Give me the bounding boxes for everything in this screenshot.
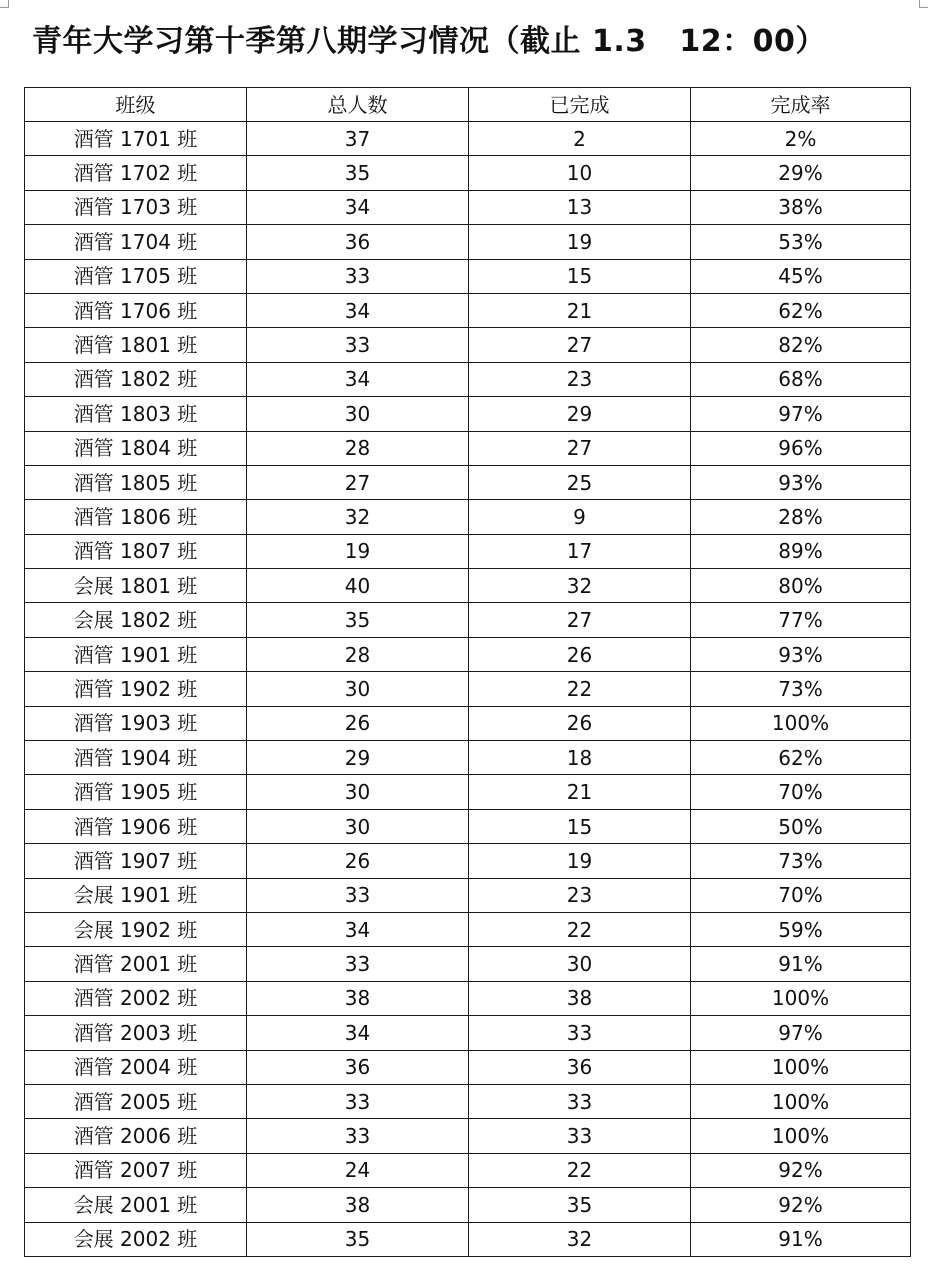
completed-count-cell: 2	[469, 122, 691, 156]
total-count-cell: 37	[247, 122, 469, 156]
page-corner-mark-left	[0, 0, 9, 8]
completed-count-cell: 27	[469, 603, 691, 637]
completed-count-cell: 10	[469, 156, 691, 190]
total-count-cell: 34	[247, 362, 469, 396]
total-count-cell: 26	[247, 844, 469, 878]
completion-rate-cell: 92%	[691, 1188, 911, 1222]
total-count-cell: 36	[247, 225, 469, 259]
completion-rate-cell: 97%	[691, 397, 911, 431]
completed-count-cell: 18	[469, 741, 691, 775]
completion-rate-cell: 93%	[691, 465, 911, 499]
class-name-cell: 酒管 1903 班	[25, 706, 247, 740]
total-count-cell: 35	[247, 603, 469, 637]
total-count-cell: 36	[247, 1050, 469, 1084]
class-name-cell: 酒管 1805 班	[25, 465, 247, 499]
completion-rate-cell: 68%	[691, 362, 911, 396]
total-count-cell: 26	[247, 706, 469, 740]
class-name-cell: 酒管 2001 班	[25, 947, 247, 981]
completion-rate-cell: 93%	[691, 637, 911, 671]
class-name-cell: 酒管 1907 班	[25, 844, 247, 878]
completion-rate-cell: 28%	[691, 500, 911, 534]
completed-count-cell: 15	[469, 809, 691, 843]
completed-count-cell: 30	[469, 947, 691, 981]
class-name-cell: 酒管 1905 班	[25, 775, 247, 809]
total-count-cell: 34	[247, 1016, 469, 1050]
table-row	[25, 225, 911, 259]
total-count-cell: 33	[247, 1084, 469, 1118]
header-completion-rate: 完成率	[691, 88, 911, 122]
completion-rate-cell: 100%	[691, 1050, 911, 1084]
table-row	[25, 1188, 911, 1222]
completion-rate-cell: 97%	[691, 1016, 911, 1050]
table-row	[25, 672, 911, 706]
table-row	[25, 293, 911, 327]
class-name-cell: 酒管 2007 班	[25, 1153, 247, 1187]
completion-rate-cell: 38%	[691, 190, 911, 224]
table-header-row	[25, 88, 911, 122]
completion-rate-cell: 91%	[691, 947, 911, 981]
completed-count-cell: 32	[469, 1222, 691, 1256]
completion-rate-cell: 80%	[691, 569, 911, 603]
total-count-cell: 33	[247, 1119, 469, 1153]
total-count-cell: 34	[247, 190, 469, 224]
total-count-cell: 28	[247, 637, 469, 671]
class-name-cell: 会展 2002 班	[25, 1222, 247, 1256]
completed-count-cell: 19	[469, 844, 691, 878]
total-count-cell: 30	[247, 809, 469, 843]
completion-rate-cell: 62%	[691, 293, 911, 327]
total-count-cell: 34	[247, 912, 469, 946]
class-name-cell: 会展 2001 班	[25, 1188, 247, 1222]
header-total: 总人数	[247, 88, 469, 122]
completed-count-cell: 35	[469, 1188, 691, 1222]
class-name-cell: 酒管 1807 班	[25, 534, 247, 568]
table-row	[25, 190, 911, 224]
total-count-cell: 33	[247, 947, 469, 981]
total-count-cell: 33	[247, 878, 469, 912]
class-name-cell: 酒管 1906 班	[25, 809, 247, 843]
completed-count-cell: 22	[469, 912, 691, 946]
total-count-cell: 30	[247, 397, 469, 431]
table-row	[25, 637, 911, 671]
completion-rate-cell: 92%	[691, 1153, 911, 1187]
total-count-cell: 19	[247, 534, 469, 568]
completed-count-cell: 25	[469, 465, 691, 499]
table-row	[25, 362, 911, 396]
total-count-cell: 29	[247, 741, 469, 775]
completion-rate-cell: 59%	[691, 912, 911, 946]
completion-rate-cell: 100%	[691, 1084, 911, 1118]
total-count-cell: 40	[247, 569, 469, 603]
completion-rate-cell: 73%	[691, 844, 911, 878]
table-row	[25, 1153, 911, 1187]
completed-count-cell: 9	[469, 500, 691, 534]
completion-rate-cell: 82%	[691, 328, 911, 362]
completed-count-cell: 17	[469, 534, 691, 568]
class-name-cell: 酒管 1801 班	[25, 328, 247, 362]
completion-rate-cell: 53%	[691, 225, 911, 259]
completed-count-cell: 38	[469, 981, 691, 1015]
class-name-cell: 酒管 1901 班	[25, 637, 247, 671]
class-name-cell: 会展 1902 班	[25, 912, 247, 946]
class-name-cell: 酒管 2004 班	[25, 1050, 247, 1084]
class-name-cell: 酒管 1902 班	[25, 672, 247, 706]
table-row	[25, 1222, 911, 1256]
class-name-cell: 酒管 1806 班	[25, 500, 247, 534]
completed-count-cell: 32	[469, 569, 691, 603]
table-row	[25, 947, 911, 981]
completed-count-cell: 26	[469, 637, 691, 671]
completion-rate-cell: 62%	[691, 741, 911, 775]
table-row	[25, 156, 911, 190]
completion-rate-cell: 91%	[691, 1222, 911, 1256]
table-row	[25, 569, 911, 603]
completed-count-cell: 33	[469, 1016, 691, 1050]
table-row	[25, 603, 911, 637]
class-name-cell: 酒管 1704 班	[25, 225, 247, 259]
completed-count-cell: 19	[469, 225, 691, 259]
total-count-cell: 35	[247, 156, 469, 190]
table-body	[25, 122, 911, 1257]
completed-count-cell: 21	[469, 775, 691, 809]
table-row	[25, 328, 911, 362]
completion-rate-cell: 70%	[691, 878, 911, 912]
table-row	[25, 1050, 911, 1084]
completion-rate-cell: 100%	[691, 1119, 911, 1153]
completed-count-cell: 21	[469, 293, 691, 327]
class-name-cell: 酒管 2002 班	[25, 981, 247, 1015]
completion-rate-cell: 100%	[691, 981, 911, 1015]
study-progress-table	[24, 87, 911, 1257]
completion-rate-cell: 77%	[691, 603, 911, 637]
total-count-cell: 24	[247, 1153, 469, 1187]
completed-count-cell: 33	[469, 1119, 691, 1153]
table-row	[25, 500, 911, 534]
total-count-cell: 38	[247, 1188, 469, 1222]
total-count-cell: 32	[247, 500, 469, 534]
completion-rate-cell: 73%	[691, 672, 911, 706]
class-name-cell: 会展 1802 班	[25, 603, 247, 637]
completion-rate-cell: 45%	[691, 259, 911, 293]
completion-rate-cell: 89%	[691, 534, 911, 568]
completion-rate-cell: 100%	[691, 706, 911, 740]
completed-count-cell: 15	[469, 259, 691, 293]
total-count-cell: 30	[247, 672, 469, 706]
table-row	[25, 912, 911, 946]
class-name-cell: 酒管 1706 班	[25, 293, 247, 327]
total-count-cell: 28	[247, 431, 469, 465]
completed-count-cell: 27	[469, 431, 691, 465]
table-row	[25, 844, 911, 878]
total-count-cell: 34	[247, 293, 469, 327]
header-class: 班级	[25, 88, 247, 122]
table-row	[25, 981, 911, 1015]
document-title: 青年大学习第十季第八期学习情况（截止 1.3 12：00）	[32, 24, 826, 59]
table-row	[25, 1016, 911, 1050]
class-name-cell: 酒管 1804 班	[25, 431, 247, 465]
total-count-cell: 33	[247, 259, 469, 293]
class-name-cell: 酒管 1702 班	[25, 156, 247, 190]
completed-count-cell: 22	[469, 672, 691, 706]
class-name-cell: 酒管 1705 班	[25, 259, 247, 293]
completion-rate-cell: 50%	[691, 809, 911, 843]
completed-count-cell: 23	[469, 362, 691, 396]
total-count-cell: 33	[247, 328, 469, 362]
completion-rate-cell: 2%	[691, 122, 911, 156]
table-row	[25, 465, 911, 499]
class-name-cell: 会展 1901 班	[25, 878, 247, 912]
page-corner-mark-right	[919, 0, 928, 8]
table-row	[25, 775, 911, 809]
total-count-cell: 27	[247, 465, 469, 499]
class-name-cell: 酒管 2006 班	[25, 1119, 247, 1153]
completed-count-cell: 29	[469, 397, 691, 431]
table-row	[25, 534, 911, 568]
table-row	[25, 1084, 911, 1118]
completed-count-cell: 33	[469, 1084, 691, 1118]
class-name-cell: 酒管 2005 班	[25, 1084, 247, 1118]
completion-rate-cell: 70%	[691, 775, 911, 809]
table-row	[25, 878, 911, 912]
class-name-cell: 酒管 2003 班	[25, 1016, 247, 1050]
total-count-cell: 38	[247, 981, 469, 1015]
header-completed: 已完成	[469, 88, 691, 122]
completed-count-cell: 13	[469, 190, 691, 224]
completed-count-cell: 26	[469, 706, 691, 740]
table-row	[25, 397, 911, 431]
completion-rate-cell: 29%	[691, 156, 911, 190]
completed-count-cell: 27	[469, 328, 691, 362]
table-row	[25, 706, 911, 740]
class-name-cell: 会展 1801 班	[25, 569, 247, 603]
table-row	[25, 1119, 911, 1153]
completion-rate-cell: 96%	[691, 431, 911, 465]
table-row	[25, 741, 911, 775]
class-name-cell: 酒管 1803 班	[25, 397, 247, 431]
total-count-cell: 30	[247, 775, 469, 809]
class-name-cell: 酒管 1802 班	[25, 362, 247, 396]
table-row	[25, 431, 911, 465]
completed-count-cell: 22	[469, 1153, 691, 1187]
table-row	[25, 809, 911, 843]
class-name-cell: 酒管 1703 班	[25, 190, 247, 224]
class-name-cell: 酒管 1904 班	[25, 741, 247, 775]
table-row	[25, 259, 911, 293]
table-row	[25, 122, 911, 156]
class-name-cell: 酒管 1701 班	[25, 122, 247, 156]
completed-count-cell: 36	[469, 1050, 691, 1084]
completed-count-cell: 23	[469, 878, 691, 912]
total-count-cell: 35	[247, 1222, 469, 1256]
